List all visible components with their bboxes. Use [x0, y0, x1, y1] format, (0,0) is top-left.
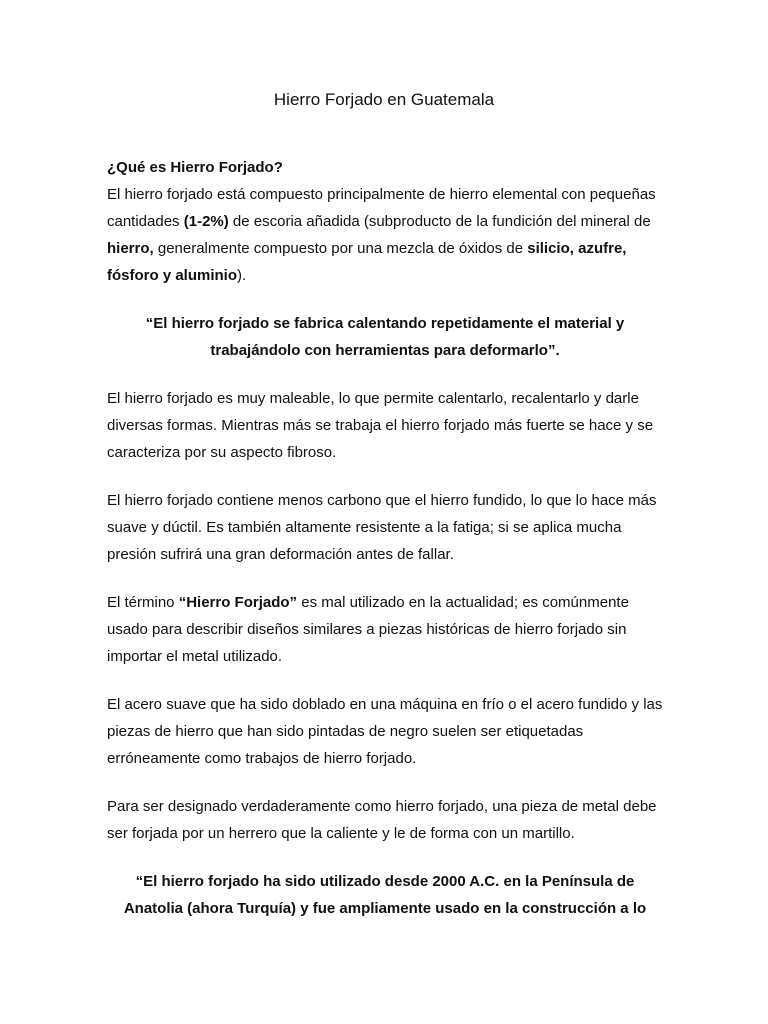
paragraph-designation: Para ser designado verdaderamente como hierro forjado, una pieza de metal debe ser forjada por un herrero que la caliente y le de forma con un martillo.	[107, 798, 657, 842]
bold-run: hierro,	[107, 240, 154, 257]
paragraph-composition	[107, 181, 663, 289]
text-run: El término	[107, 594, 179, 611]
text-run: ).	[237, 267, 247, 284]
document-body	[107, 154, 663, 943]
bold-run: silicio, azufre, fósforo y aluminio	[107, 240, 627, 284]
paragraph-malleable: El hierro forjado es muy maleable, lo que permite calentarlo, recalentarlo y darle diversas formas. Mientras más se trabaja el hierro forjado más fuerte se hace y se caracteriza por su aspecto fibroso.	[107, 390, 654, 461]
text-run: generalmente compuesto por una mezcla de óxidos de	[153, 240, 528, 257]
text-run: de escoria añadida (subproducto de la fundición del mineral de	[228, 213, 651, 230]
text-run: es mal utilizado en la actualidad; es comúnmente usado para describir diseños similares a piezas históricas de hierro forjado sin importar el metal utilizado.	[107, 594, 629, 665]
text-run: El hierro forjado está compuesto principalmente de hierro elemental con pequeñas cantidades	[107, 186, 656, 230]
document-title: Hierro Forjado en Guatemala	[273, 90, 495, 109]
paragraph-term	[107, 589, 663, 670]
bold-run: (1-2%)	[183, 213, 229, 230]
quote-history: “El hierro forjado ha sido utilizado desde 2000 A.C. en la Península de Anatolia (ahora Turquía) y fue ampliamente usado en la construcción a lo	[123, 873, 647, 917]
paragraph-mild-steel: El acero suave que ha sido doblado en una máquina en frío o el acero fundido y las piezas de hierro que han sido pintadas de negro suelen ser etiquetadas erróneamente como trabajos de hierro forjado.	[107, 696, 663, 767]
paragraph-carbon: El hierro forjado contiene menos carbono que el hierro fundido, lo que lo hace más suave y dúctil. Es también altamente resistente a la fatiga; si se aplica mucha presión sufrirá una gran deformación antes de fallar.	[107, 492, 657, 563]
section-heading: ¿Qué es Hierro Forjado?	[107, 159, 283, 176]
quote-fabrication: “El hierro forjado se fabrica calentando repetidamente el material y trabajándolo con herramientas para deformarlo”.	[145, 315, 625, 359]
bold-run: “Hierro Forjado”	[178, 594, 298, 611]
